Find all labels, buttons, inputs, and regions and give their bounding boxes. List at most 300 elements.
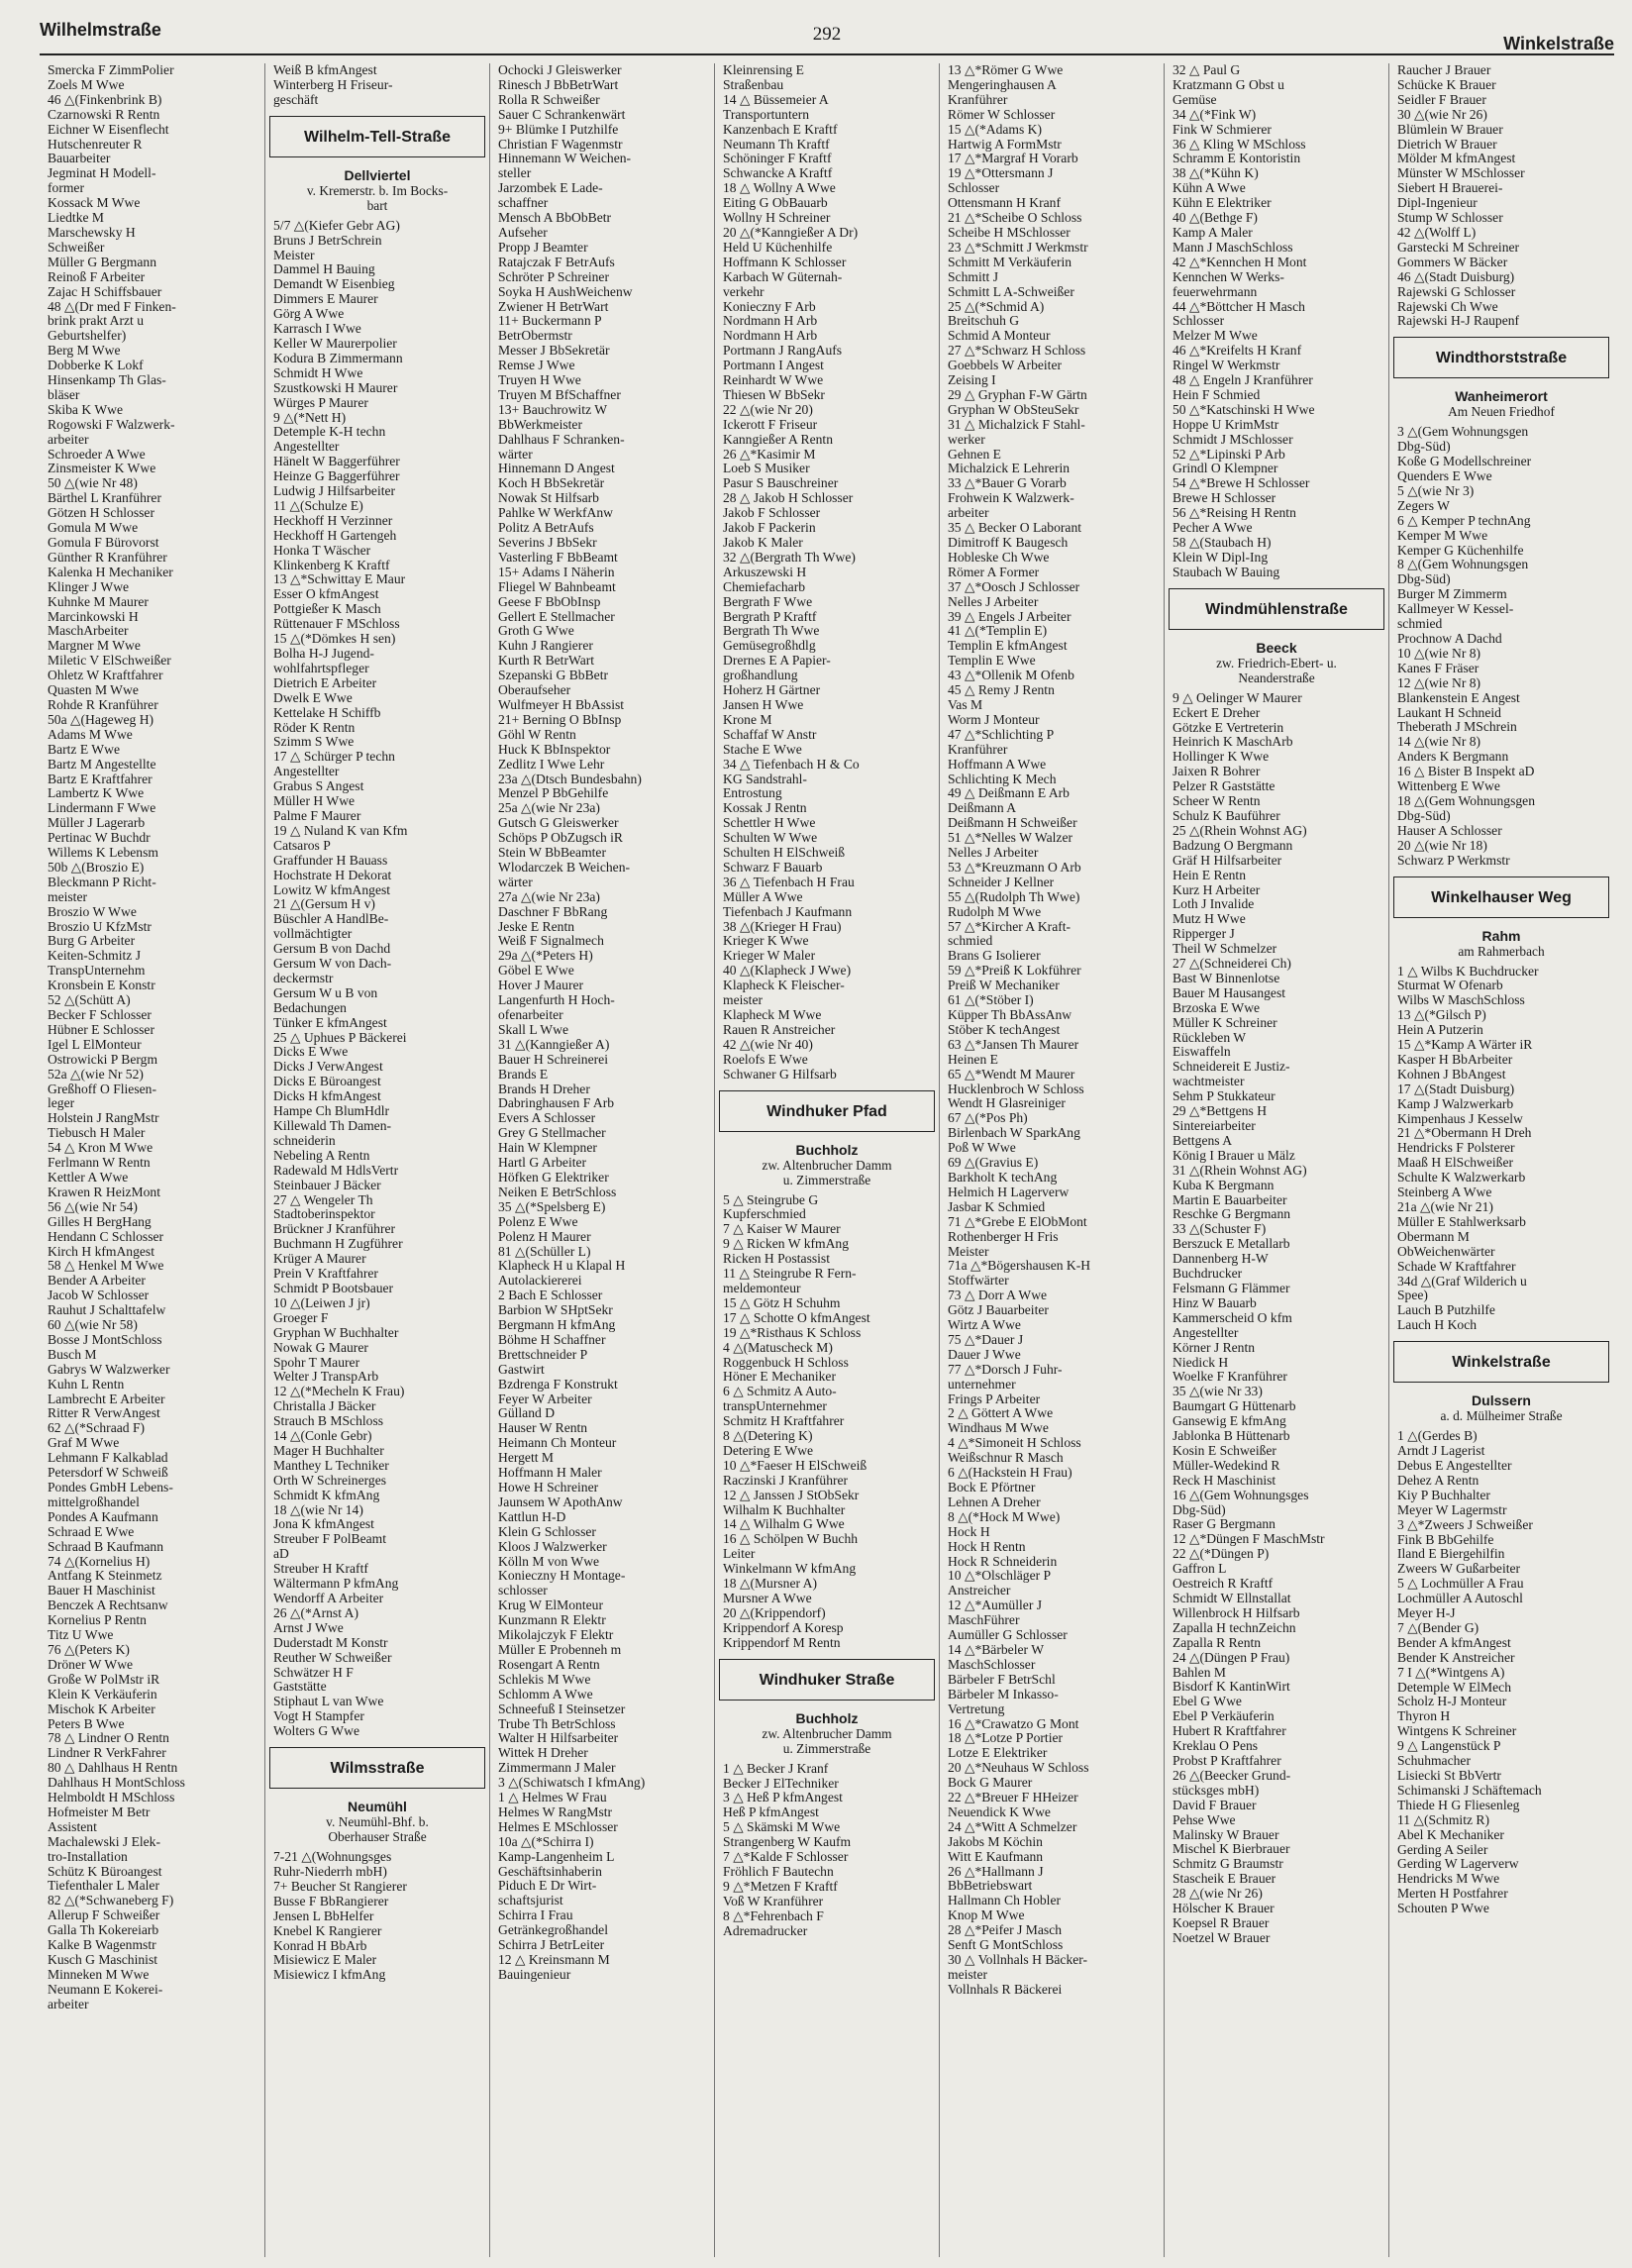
directory-entry: 44 △*Böttcher H Masch (1173, 298, 1305, 314)
directory-entry: KG Sandstrahl- (723, 771, 807, 786)
directory-entry: 21 △(Gersum H v) (273, 896, 375, 912)
directory-entry: Buchmann H Zugführer (273, 1236, 403, 1252)
directory-entry: 54 △ Kron M Wwe (48, 1140, 153, 1156)
directory-entry: Tiefenthaler L Maler (48, 1878, 159, 1894)
directory-entry: Bzdrenga F Konstrukt (498, 1376, 618, 1392)
directory-entry: 25 △(*Schmid A) (948, 298, 1045, 314)
header-rule (40, 53, 1614, 55)
page-header (40, 16, 1614, 53)
directory-entry: Koch H BbSekretär (498, 475, 605, 491)
directory-entry: Windhaus M Wwe (948, 1420, 1049, 1436)
directory-entry: 63 △*Jansen Th Maurer (948, 1036, 1079, 1052)
directory-entry: Hauser W Rentn (498, 1420, 588, 1436)
directory-entry: Knop M Wwe (948, 1907, 1025, 1923)
directory-entry: Meyer H-J (1397, 1605, 1456, 1621)
directory-entry: Zapalla R Rentn (1173, 1634, 1262, 1650)
directory-entry: Große W PolMstr iR (48, 1671, 160, 1687)
directory-entry: Heckhoff H Verzinner (273, 512, 393, 528)
directory-entry: Heinrich K MaschArb (1173, 734, 1293, 750)
directory-entry: Dbg-Süd) (1397, 439, 1451, 455)
district-range-line: v. Neumühl-Bhf. b. (326, 1814, 429, 1830)
directory-entry: Schütz K Büroangest (48, 1863, 162, 1879)
directory-entry: 13 △(*Gilsch P) (1397, 1007, 1486, 1023)
directory-entry: Walter H Hilfsarbeiter (498, 1730, 619, 1746)
directory-entry: 18 △(wie Nr 14) (273, 1501, 363, 1517)
directory-entry: 12 △*Düngen F MaschMstr (1173, 1531, 1325, 1547)
directory-entry: 71 △*Grebe E ElObMont (948, 1213, 1087, 1229)
directory-entry: 21+ Berning O BbInsp (498, 711, 622, 727)
directory-entry: Kodura B Zimmermann (273, 350, 403, 365)
directory-entry: Sintereiarbeiter (1173, 1118, 1256, 1133)
directory-entry: Detemple W ElMech (1397, 1679, 1512, 1695)
directory-entry: Liedtke M (48, 210, 105, 226)
street-heading: Winkelstraße (1393, 1341, 1609, 1383)
directory-entry: 61 △(*Stöber I) (948, 992, 1034, 1008)
directory-entry: Ebel G Wwe (1173, 1694, 1242, 1709)
directory-entry: Hock R Schneiderin (948, 1553, 1058, 1569)
directory-entry: Rüttenauer F MSchloss (273, 616, 400, 632)
directory-entry: Meister (273, 247, 315, 262)
directory-entry: Raucher J Brauer (1397, 63, 1491, 77)
directory-entry: 19 △ Nuland K van Kfm (273, 822, 408, 838)
directory-entry: 78 △ Lindner O Rentn (48, 1730, 169, 1746)
directory-entry: 2 △ Göttert A Wwe (948, 1405, 1054, 1421)
directory-entry: Hendricks M Wwe (1397, 1871, 1500, 1887)
directory-entry: Held U Küchenhilfe (723, 239, 833, 255)
directory-entry: Schraad B Kaufmann (48, 1538, 164, 1554)
directory-entry: Hoffmann K Schlosser (723, 254, 847, 269)
directory-entry: 73 △ Dorr A Wwe (948, 1288, 1048, 1303)
directory-entry: Kohnen J BbAngest (1397, 1066, 1506, 1082)
directory-entry: 13 △*Römer G Wwe (948, 63, 1064, 77)
directory-entry: Stoffwärter (948, 1273, 1009, 1289)
directory-entry: 16 △*Crawatzo G Mont (948, 1715, 1079, 1731)
directory-entry: Schirra I Frau (498, 1907, 573, 1923)
directory-entry: 62 △(*Schraad F) (48, 1420, 146, 1436)
directory-entry: 5/7 △(Kiefer Gebr AG) (273, 217, 400, 233)
directory-entry: Brands H Dreher (498, 1081, 590, 1096)
directory-entry: meister (948, 1966, 988, 1982)
directory-entry: Geese F BbObInsp (498, 593, 601, 609)
directory-entry: Zweers W Gußarbeiter (1397, 1561, 1521, 1577)
directory-entry: Höner E Mechaniker (723, 1369, 836, 1385)
directory-entry: 21 △*Obermann H Dreh (1397, 1125, 1532, 1141)
directory-entry: Krieger W Maler (723, 948, 816, 964)
directory-entry: David F Brauer (1173, 1797, 1257, 1812)
directory-entry: Ruhr-Niederrh mbH) (273, 1863, 387, 1879)
directory-entry: Schröter P Schreiner (498, 268, 609, 284)
directory-entry: 17 △ Schotte O kfmAngest (723, 1309, 870, 1325)
directory-entry: Klapheck K Fleischer- (723, 978, 845, 993)
directory-entry: Felsmann G Flämmer (1173, 1280, 1290, 1295)
directory-entry: Vertretung (948, 1701, 1005, 1716)
directory-entry: 20 △*Neuhaus W Schloss (948, 1760, 1089, 1776)
directory-entry: Kennchen W Werks- (1173, 268, 1284, 284)
directory-entry: Mischok K Arbeiter (48, 1701, 155, 1716)
directory-entry: Schouten P Wwe (1397, 1901, 1489, 1916)
directory-entry: 9 △(*Nett H) (273, 409, 347, 425)
directory-entry: Pondes A Kaufmann (48, 1508, 158, 1524)
directory-entry: Becker F Schlosser (48, 1007, 152, 1022)
directory-entry: 54 △*Brewe H Schlosser (1173, 475, 1310, 491)
directory-entry: 46 △(Finkenbrink B) (48, 91, 162, 107)
directory-entry: 6 △ Schmitz A Auto- (723, 1384, 837, 1399)
directory-entry: Hergett M (498, 1450, 555, 1466)
directory-entry: Grabus S Angest (273, 778, 364, 794)
directory-entry: Klinkenberg K Kraftf (273, 557, 390, 572)
directory-entry: Eiswaffeln (1173, 1044, 1231, 1060)
directory-entry: Gerding W Lagerverw (1397, 1856, 1519, 1872)
directory-entry: Tiefenbach J Kaufmann (723, 903, 853, 919)
directory-entry: meister (48, 888, 88, 904)
directory-entry: Koepsel R Brauer (1173, 1914, 1270, 1930)
directory-entry: Jakob F Schlosser (723, 505, 821, 521)
directory-entry: Müller K Schreiner (1173, 1014, 1277, 1030)
directory-entry: Siebert H Brauerei- (1397, 180, 1503, 196)
directory-entry: Bergmann H kfmAng (498, 1317, 616, 1333)
directory-entry: Nelles J Arbeiter (948, 845, 1039, 861)
directory-entry: Jarzombek E Lade- (498, 180, 603, 196)
directory-entry: Zeising I (948, 372, 996, 388)
directory-entry: König I Brauer u Mälz (1173, 1147, 1295, 1163)
directory-entry: Wirtz A Wwe (948, 1317, 1021, 1333)
directory-entry: Scholz H-J Monteur (1397, 1694, 1507, 1709)
directory-entry: Woelke F Kranführer (1173, 1369, 1287, 1385)
directory-entry: Jaunsem W ApothAnw (498, 1494, 623, 1509)
district-name: Dulssern (1472, 1392, 1531, 1409)
directory-entry: Groth G Wwe (498, 623, 574, 639)
directory-entry: Getränkegroßhandel (498, 1922, 608, 1938)
directory-entry: Minneken M Wwe (48, 1966, 150, 1982)
directory-entry: Bauingenieur (498, 1966, 571, 1982)
directory-entry: Schwarz P Werkmstr (1397, 852, 1510, 868)
directory-entry: Mensch A BbObBetr (498, 210, 612, 226)
directory-entry: Dicks E Wwe (273, 1044, 349, 1060)
directory-entry: Nordmann H Arb (723, 313, 818, 329)
directory-entry: Messer J BbSekretär (498, 343, 610, 359)
directory-entry: Staubach W Bauing (1173, 564, 1280, 579)
directory-entry: Schwarz F Bauarb (723, 859, 823, 875)
directory-entry: 69 △(Gravius E) (948, 1155, 1039, 1171)
directory-entry: Zegers W (1397, 497, 1450, 513)
directory-entry: 7+ Beucher St Rangierer (273, 1878, 407, 1894)
directory-entry: Götzke E Vertreterin (1173, 719, 1284, 735)
directory-entry: Rauen R Anstreicher (723, 1021, 836, 1037)
directory-entry: Kammerscheid O kfm (1173, 1309, 1292, 1325)
directory-entry: feuerwehrmann (1173, 283, 1258, 299)
directory-entry: Zedlitz I Wwe Lehr (498, 756, 605, 772)
directory-entry: 50b △(Broszio E) (48, 859, 145, 875)
directory-entry: Götz J Bauarbeiter (948, 1302, 1049, 1318)
directory-entry: 25 △ Uphues P Bäckerei (273, 1029, 407, 1045)
directory-entry: Aufseher (498, 224, 548, 240)
directory-entry: Margner M Wwe (48, 638, 141, 654)
directory-entry: Wendt H Glasreiniger (948, 1095, 1066, 1111)
directory-entry: 24 △*Witt A Schmelzer (948, 1818, 1077, 1834)
directory-entry: schaftsjurist (498, 1893, 563, 1908)
directory-entry: Schettler H Wwe (723, 815, 816, 831)
directory-entry: Hinz W Bauarb (1173, 1294, 1257, 1310)
directory-entry: Antfang K Steinmetz (48, 1568, 162, 1584)
directory-entry: Detemple K-H techn (273, 424, 386, 440)
directory-entry: Hendann C Schlosser (48, 1228, 164, 1244)
directory-column (1164, 63, 1388, 2257)
directory-column (489, 63, 714, 2257)
directory-entry: Dahlhaus F Schranken- (498, 431, 625, 447)
directory-entry: Hubert R Kraftfahrer (1173, 1723, 1286, 1739)
directory-entry: Lochmüller A Autoschl (1397, 1591, 1523, 1606)
directory-entry: 20 △(Krippendorf) (723, 1604, 826, 1620)
directory-entry: Hoffmann H Maler (498, 1465, 602, 1481)
directory-entry: Ickerott F Friseur (723, 416, 818, 432)
directory-entry: Petersdorf W Schweiß (48, 1465, 168, 1481)
directory-entry: Schramm E Kontoristin (1173, 151, 1301, 166)
directory-entry: Krüger A Maurer (273, 1251, 366, 1267)
directory-entry: 6 △ Kemper P technAng (1397, 512, 1531, 528)
directory-entry: leger (48, 1095, 75, 1111)
directory-entry: Baumgart G Hüttenarb (1173, 1398, 1296, 1414)
directory-entry: 42 △*Kennchen H Mont (1173, 254, 1307, 269)
directory-entry: 2 Bach E Schlosser (498, 1288, 603, 1303)
directory-entry: Jeske E Rentn (498, 918, 575, 934)
directory-entry: Zajac H Schiffsbauer (48, 283, 162, 299)
directory-entry: Reinhardt W Wwe (723, 372, 824, 388)
directory-entry: Sturmat W Ofenarb (1397, 978, 1503, 993)
directory-entry: Debus E Angestellter (1397, 1457, 1512, 1473)
directory-entry: 8 △(*Hock M Wwe) (948, 1508, 1061, 1524)
directory-entry: Kurth R BetrWart (498, 653, 595, 669)
directory-entry: Hoppe U KrimMstr (1173, 416, 1279, 432)
district-name: Rahm (1481, 927, 1521, 944)
directory-entry: 8 △*Fehrenbach F (723, 1907, 824, 1923)
directory-entry: Kirch H kfmAngest (48, 1243, 154, 1259)
directory-entry: Duderstadt M Konstr (273, 1634, 388, 1650)
directory-entry: Schmidt P Bootsbauer (273, 1280, 394, 1295)
directory-entry: Ringel W Werkmstr (1173, 358, 1280, 373)
directory-entry: Fröhlich F Bautechn (723, 1863, 834, 1879)
directory-entry: Steinbauer J Bäcker (273, 1177, 381, 1192)
directory-entry: vollmächtigter (273, 926, 353, 942)
directory-entry: Graf M Wwe (48, 1435, 120, 1451)
directory-entry: Kölln M von Wwe (498, 1553, 600, 1569)
directory-entry: Schade W Kraftfahrer (1397, 1258, 1516, 1274)
directory-columns (40, 63, 1614, 2257)
directory-entry: Reuther W Schweißer (273, 1649, 392, 1665)
directory-entry: Pondes GmbH Lebens- (48, 1480, 173, 1495)
directory-entry: 42 △(Wolff L) (1397, 224, 1477, 240)
district-name: Buchholz (795, 1141, 859, 1158)
directory-entry: Ottensmann H Kranf (948, 195, 1062, 211)
directory-entry: Zwiener H BetrWart (498, 298, 609, 314)
directory-entry: Eichner W Eisenflecht (48, 121, 169, 137)
directory-entry: Smercka F ZimmPolier (48, 63, 174, 77)
directory-entry: großhandlung (723, 668, 798, 683)
directory-column (714, 63, 939, 2257)
directory-entry: Bartz E Kraftfahrer (48, 771, 153, 786)
directory-entry: Streuber F PolBeamt (273, 1531, 387, 1547)
directory-entry: 23 △*Schmitt J Werkmstr (948, 239, 1088, 255)
directory-entry: Stump W Schlosser (1397, 210, 1503, 226)
directory-entry: Hein F Schmied (1173, 386, 1261, 402)
directory-entry: Allerup F Schweißer (48, 1907, 160, 1923)
directory-entry: 24 △(Düngen P Frau) (1173, 1649, 1290, 1665)
directory-entry: Christian F Wagenmstr (498, 136, 623, 152)
directory-entry: Heckhoff H Gartengeh (273, 527, 397, 543)
directory-entry: 10 △*Faeser H ElSchweiß (723, 1457, 867, 1473)
directory-entry: bläser (48, 386, 80, 402)
directory-entry: Dietrich W Brauer (1397, 136, 1497, 152)
directory-entry: Stache E Wwe (723, 741, 802, 757)
directory-entry: Hock H Rentn (948, 1538, 1026, 1554)
directory-entry: Angestellter (273, 764, 340, 779)
directory-entry: geschäft (273, 91, 319, 107)
directory-entry: Zapalla H technZeichn (1173, 1619, 1296, 1635)
district-range-line: u. Zimmerstraße (782, 1172, 871, 1187)
directory-entry: Straßenbau (723, 76, 784, 92)
directory-entry: Severins J BbSekr (498, 535, 597, 550)
directory-entry: Klein K Verkäuferin (48, 1686, 157, 1701)
directory-entry: Bender A Arbeiter (48, 1273, 146, 1289)
directory-entry: Ebel P Verkäuferin (1173, 1708, 1275, 1724)
directory-entry: 11+ Buckermann P (498, 313, 602, 329)
directory-entry: Hofmeister M Betr (48, 1804, 151, 1819)
street-heading: Wilmsstraße (269, 1747, 485, 1789)
directory-entry: 51 △*Nelles W Walzer (948, 830, 1073, 846)
directory-entry: Preiß W Mechaniker (948, 978, 1060, 993)
directory-entry: 11 △ Steingrube R Fern- (723, 1266, 857, 1282)
directory-entry: Schulten W Wwe (723, 830, 818, 846)
directory-entry: Szepanski G BbBetr (498, 668, 609, 683)
header-street-right: Winkelstraße (1503, 34, 1614, 53)
directory-entry: 17 △*Margraf H Vorarb (948, 151, 1078, 166)
directory-entry: Brettschneider P (498, 1346, 588, 1362)
directory-entry: Noetzel W Brauer (1173, 1929, 1271, 1945)
directory-entry: 7 I △(*Wintgens A) (1397, 1664, 1505, 1680)
directory-entry: Aumüller G Schlosser (948, 1627, 1068, 1643)
directory-entry: 57 △*Kircher A Kraft- (948, 918, 1071, 934)
directory-entry: Zoels M Wwe (48, 76, 125, 92)
directory-entry: Bettgens A (1173, 1132, 1233, 1148)
directory-entry: Mischel K Bierbrauer (1173, 1841, 1290, 1857)
directory-entry: Iland E Biergehilfin (1397, 1546, 1505, 1562)
directory-entry: Detering E Wwe (723, 1442, 814, 1458)
directory-entry: Hendricks F Polsterer (1397, 1140, 1515, 1156)
directory-entry: Probst P Kraftfahrer (1173, 1752, 1281, 1768)
directory-entry: Prochnow A Dachd (1397, 631, 1502, 646)
directory-entry: Reinoß F Arbeiter (48, 268, 146, 284)
directory-entry: 5 △ Steingrube G (723, 1191, 819, 1207)
street-heading: Windhuker Straße (719, 1659, 935, 1701)
directory-entry: Drernes E A Papier- (723, 653, 831, 669)
directory-entry: Sehm P Stukkateur (1173, 1088, 1275, 1104)
directory-entry: Dimmers E Maurer (273, 291, 378, 307)
directory-entry: Lehmann F Kalkablad (48, 1450, 168, 1466)
district-range-line: zw. Altenbrucher Damm (762, 1725, 892, 1741)
directory-entry: Rauhut J Schalttafelw (48, 1302, 166, 1318)
directory-entry: Bärthel L Kranführer (48, 490, 161, 506)
directory-entry: Nowak St Hilfsarb (498, 490, 599, 506)
directory-entry: meldemonteur (723, 1280, 801, 1295)
directory-entry: Jakob K Maler (723, 535, 803, 550)
directory-entry: 58 △ Henkel M Wwe (48, 1258, 164, 1274)
directory-entry: 20 △(*Kanngießer A Dr) (723, 224, 859, 240)
directory-entry: 4 △*Simoneit H Schloss (948, 1435, 1081, 1451)
directory-entry: Ohletz W Kraftfahrer (48, 668, 163, 683)
directory-entry: TranspUnternehm (48, 963, 146, 979)
directory-entry: Adremadrucker (723, 1922, 808, 1938)
directory-entry: Jablonka B Hüttenarb (1173, 1428, 1290, 1444)
directory-entry: Barbion W SHptSekr (498, 1302, 613, 1318)
directory-entry: 47 △*Schlichting P (948, 726, 1055, 742)
directory-entry: Gryphan W Buchhalter (273, 1324, 399, 1340)
directory-entry: Hänelt W Baggerführer (273, 454, 400, 469)
directory-entry: Karrasch I Wwe (273, 321, 361, 337)
directory-entry: 56 △*Reising H Rentn (1173, 505, 1296, 521)
directory-entry: Mengeringhausen A (948, 76, 1057, 92)
directory-entry: deckermstr (273, 970, 334, 985)
directory-entry: Bauer H Maschinist (48, 1583, 155, 1598)
directory-entry: Bauer M Hausangest (1173, 984, 1286, 1000)
directory-entry: 30 △ Vollnhals H Bäcker- (948, 1952, 1088, 1967)
directory-entry: 5 △(wie Nr 3) (1397, 482, 1475, 498)
directory-entry: Ricken H Postassist (723, 1251, 830, 1267)
directory-entry: Barkholt K techAng (948, 1169, 1058, 1185)
directory-entry: Misiewicz I kfmAng (273, 1967, 386, 1983)
directory-entry: Mikolajczyk F Elektr (498, 1627, 614, 1643)
district-name: Buchholz (795, 1709, 859, 1726)
directory-entry: Jaixen R Bohrer (1173, 764, 1261, 779)
district-name: Beeck (1256, 639, 1297, 656)
directory-entry: Kurz H Arbeiter (1173, 881, 1261, 897)
directory-entry: stücksges mbH) (1173, 1782, 1260, 1798)
directory-entry: 14 △(Conle Gebr) (273, 1428, 372, 1444)
directory-entry: Schwancke A Kraftf (723, 165, 833, 181)
directory-entry: Anstreicher (948, 1583, 1011, 1598)
directory-entry: Melzer M Wwe (1173, 328, 1258, 344)
directory-entry: Stascheik E Brauer (1173, 1871, 1276, 1887)
directory-entry: Krippendorf A Koresp (723, 1619, 844, 1635)
directory-entry: Dröner W Wwe (48, 1656, 134, 1672)
directory-entry: Klein W Dipl-Ing (1173, 549, 1269, 565)
directory-entry: Knebel K Rangierer (273, 1922, 382, 1938)
directory-entry: 59 △*Preiß K Lokführer (948, 963, 1081, 979)
directory-entry: 14 △*Bärbeler W (948, 1641, 1045, 1657)
directory-entry: Hoffmann A Wwe (948, 756, 1047, 772)
directory-entry: Trube Th BetrSchloss (498, 1715, 616, 1731)
directory-entry: Hutschenreuter R (48, 136, 143, 152)
directory-entry: 32 △ Paul G (1173, 63, 1241, 77)
directory-entry: Krone M (723, 711, 772, 727)
directory-entry: 26 △(Beecker Grund- (1173, 1767, 1291, 1783)
directory-entry: Körner J Rentn (1173, 1339, 1256, 1355)
directory-entry: Dabringhausen F Arb (498, 1095, 615, 1111)
directory-entry: Pehse Wwe (1173, 1811, 1236, 1827)
directory-entry: Bartz M Angestellte (48, 756, 156, 772)
directory-entry: 14 △ Büssemeier A (723, 91, 829, 107)
directory-entry: Dbg-Süd) (1397, 571, 1451, 587)
directory-entry: Dauer J Wwe (948, 1346, 1021, 1362)
directory-entry: Machalewski J Elek- (48, 1833, 161, 1849)
directory-entry: Keller W Maurerpolier (273, 335, 397, 351)
directory-entry: 48 △ Engeln J Kranführer (1173, 372, 1313, 388)
directory-entry: Mursner A Wwe (723, 1591, 812, 1605)
directory-entry: Wittenberg E Wwe (1397, 778, 1500, 794)
directory-entry: Sauer C Schrankenwärt (498, 106, 626, 122)
directory-entry: Ritter R VerwAngest (48, 1405, 160, 1421)
directory-entry: Müller H Wwe (273, 793, 356, 809)
district-range (1397, 1408, 1605, 1423)
directory-entry: 15 △(*Adams K) (948, 121, 1043, 137)
